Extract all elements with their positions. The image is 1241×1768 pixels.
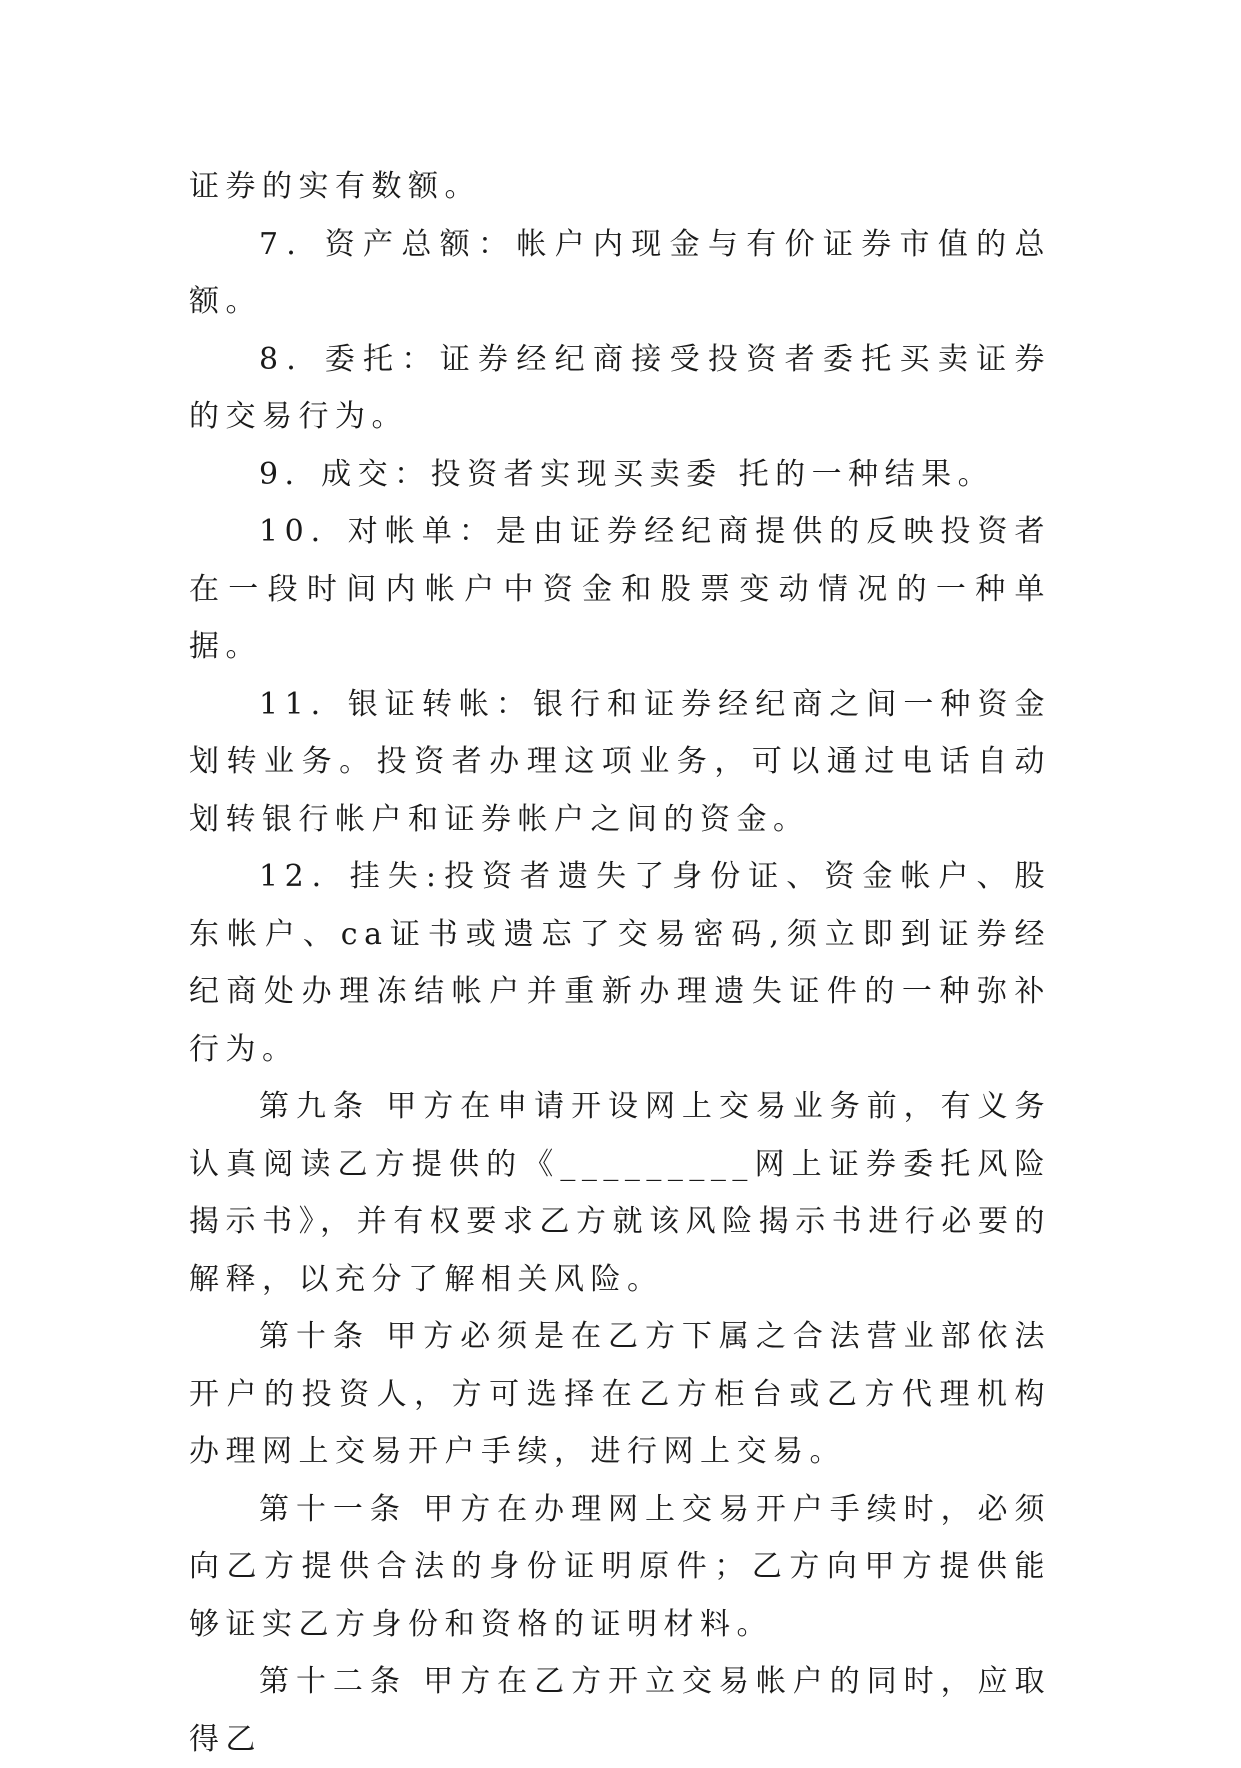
paragraph-item-11: 11．银证转帐：银行和证券经纪商之间一种资金划转业务。投资者办理这项业务，可以通过电话自动划转银行帐户和证券帐户之间的资金。 (189, 686, 1051, 837)
paragraph-article-11: 第十一条 甲方在办理网上交易开户手续时，必须向乙方提供合法的身份证明原件；乙方向甲方提供能够证实乙方身份和资格的证明材料。 (189, 1491, 1051, 1642)
paragraph-item-8: 8．委托：证券经纪商接受投资者委托买卖证券的交易行为。 (189, 341, 1051, 434)
paragraph-item-12: 12．挂失:投资者遗失了身份证、资金帐户、股东帐户、ca证书或遗忘了交易密码,须立即到证券经纪商处办理冻结帐户并重新办理遗失证件的一种弥补行为。 (189, 859, 1051, 1067)
paragraph-item-10: 10．对帐单：是由证券经纪商提供的反映投资者在一段时间内帐户中资金和股票变动情况的一种单据。 (189, 514, 1051, 664)
paragraph-item-7: 7．资产总额：帐户内现金与有价证券市值的总额。 (189, 226, 1051, 319)
paragraph-item-9: 9．成交：投资者实现买卖委 托的一种结果。 (259, 456, 995, 492)
paragraph-article-10: 第十条 甲方必须是在乙方下属之合法营业部依法开户的投资人，方可选择在乙方柜台或乙方代理机构办理网上交易开户手续，进行网上交易。 (189, 1319, 1051, 1469)
document-body (189, 158, 1051, 1768)
paragraph-article-9: 第九条 甲方在申请开设网上交易业务前，有义务认真阅读乙方提供的《_________网上证券委托风险揭示书》，并有权要求乙方就该风险揭示书进行必要的解释，以充分了解相关风险。 (189, 1089, 1051, 1297)
paragraph-article-12: 第十二条 甲方在乙方开立交易帐户的同时，应取得乙 (189, 1664, 1051, 1757)
paragraph-continuation: 证券的实有数额。 (189, 169, 481, 204)
